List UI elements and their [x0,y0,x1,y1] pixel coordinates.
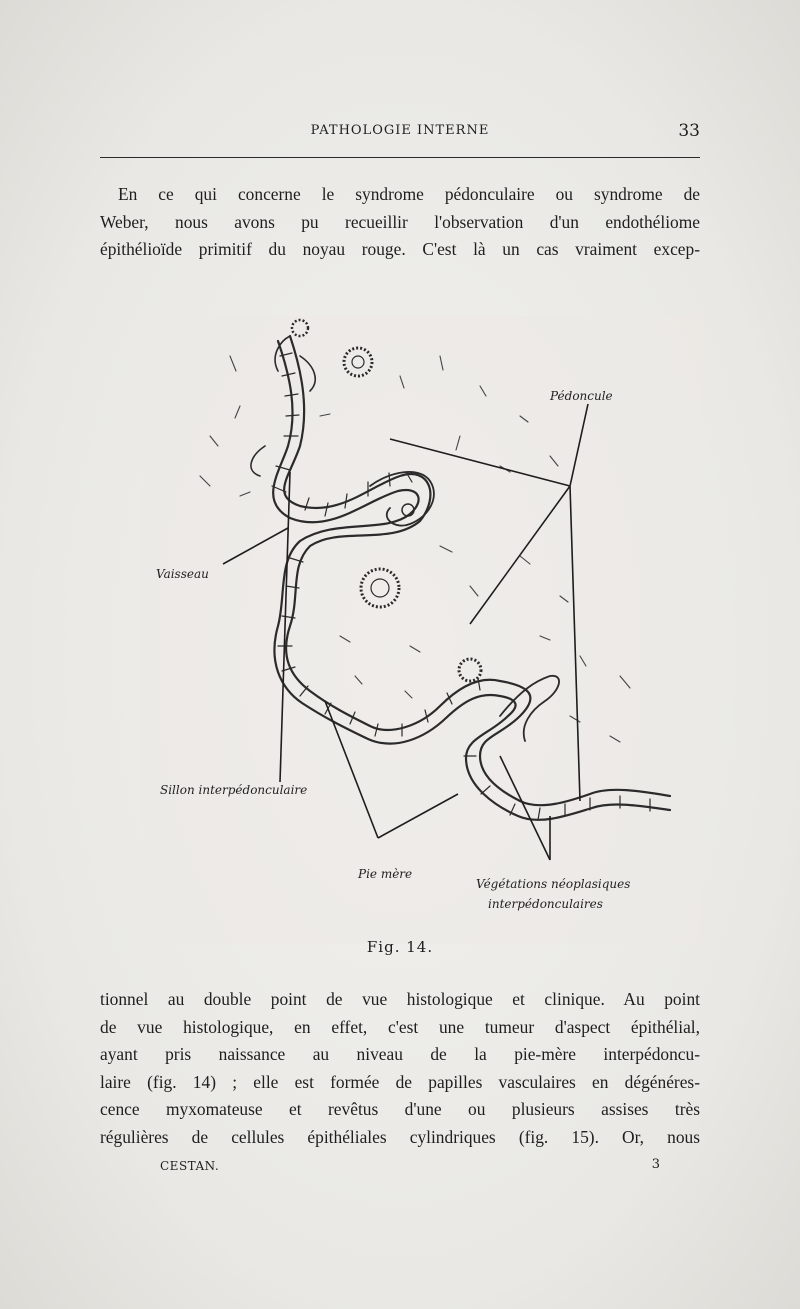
text-line: de vue histologique, en effet, c'est une tumeur d'aspect épithélial, [100,1016,700,1037]
text-line: En ce qui concerne le syndrome pédonculaire ou syndrome de [118,184,700,204]
text-line: laire (fig. 14) ; elle est formée de papilles vasculaires en dégénéres- [100,1071,700,1092]
label-sillon: Sillon interpédonculaire [160,783,308,797]
signature-mark: 3 [651,1157,660,1172]
page-footer [160,1159,670,1179]
label-interpedonculaires: interpédonculaires [488,897,603,911]
label-vegetations: Végétations néoplasiques [476,877,631,891]
text-line: ayant pris naissance au niveau de la pie-mère interpédoncu- [100,1044,700,1064]
running-title: PATHOLOGIE INTERNE [310,123,490,138]
figure-caption: Fig. 14. [366,938,434,956]
label-pie-mere: Pie mère [358,867,413,881]
running-head [100,121,700,143]
text-line: Weber, nous avons pu recueillir l'observation d'un endothéliome [100,211,700,232]
text-line: épithélioïde primitif du noyau rouge. C'est là un cas vraiment excep- [100,239,700,259]
text-line: tionnel au double point de vue histologique et clinique. Au point [100,989,700,1009]
page-number: 33 [678,121,700,141]
figure-14-illustration [140,296,700,946]
text-line: régulières de cellules épithéliales cylindriques (fig. 15). Or, nous [100,1126,700,1147]
label-pedoncule: Pédoncule [550,389,613,403]
header-rule [100,157,700,158]
label-vaisseau: Vaisseau [156,567,209,581]
text-line: cence myxomateuse et revêtus d'une ou plusieurs assises très [100,1099,700,1119]
paragraph-bottom [100,986,700,1151]
paragraph-top [100,181,700,264]
footer-author: CESTAN. [160,1159,220,1173]
